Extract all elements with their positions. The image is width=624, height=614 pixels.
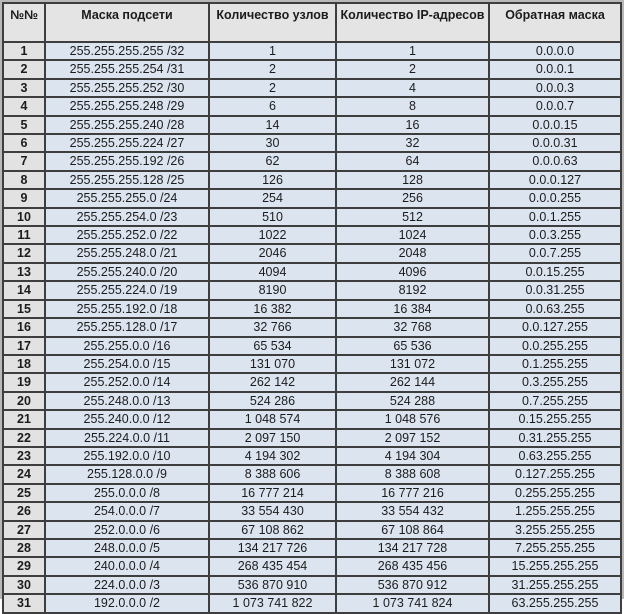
header-cell-inverse-mask: Обратная маска [489,3,621,42]
header-row [3,3,621,42]
subnet-mask-cell: 255.255.252.0 /22 [45,226,209,244]
row-number-cell: 17 [3,337,45,355]
host-count-cell: 131 070 [209,355,336,373]
ip-count-cell: 16 [336,116,489,134]
table-row [3,97,621,115]
subnet-mask-cell: 255.240.0.0 /12 [45,410,209,428]
subnet-mask-cell: 255.255.255.128 /25 [45,171,209,189]
ip-count-cell: 268 435 456 [336,557,489,575]
table-row [3,300,621,318]
inverse-mask-cell: 1.255.255.255 [489,502,621,520]
host-count-cell: 254 [209,189,336,207]
ip-count-cell: 8 [336,97,489,115]
table-row [3,171,621,189]
host-count-cell: 134 217 726 [209,539,336,557]
host-count-cell: 536 870 910 [209,576,336,594]
row-number-cell: 23 [3,447,45,465]
row-number-cell: 13 [3,263,45,281]
ip-count-cell: 128 [336,171,489,189]
table-row [3,502,621,520]
ip-count-cell: 134 217 728 [336,539,489,557]
host-count-cell: 2 [209,79,336,97]
subnet-mask-cell: 255.255.248.0 /21 [45,244,209,262]
ip-count-cell: 16 777 216 [336,484,489,502]
host-count-cell: 2 [209,60,336,78]
host-count-cell: 67 108 862 [209,521,336,539]
subnet-mask-cell: 254.0.0.0 /7 [45,502,209,520]
inverse-mask-cell: 0.0.3.255 [489,226,621,244]
row-number-cell: 21 [3,410,45,428]
host-count-cell: 1 073 741 822 [209,594,336,612]
subnet-mask-cell: 255.254.0.0 /15 [45,355,209,373]
row-number-cell: 10 [3,208,45,226]
host-count-cell: 1022 [209,226,336,244]
ip-count-cell: 4 194 304 [336,447,489,465]
host-count-cell: 126 [209,171,336,189]
inverse-mask-cell: 0.0.0.1 [489,60,621,78]
table-row [3,447,621,465]
row-number-cell: 9 [3,189,45,207]
subnet-mask-cell: 240.0.0.0 /4 [45,557,209,575]
ip-count-cell: 512 [336,208,489,226]
table-row [3,355,621,373]
host-count-cell: 4094 [209,263,336,281]
subnet-mask-cell: 255.248.0.0 /13 [45,392,209,410]
row-number-cell: 11 [3,226,45,244]
subnet-mask-cell: 255.255.255.192 /26 [45,152,209,170]
ip-count-cell: 32 [336,134,489,152]
inverse-mask-cell: 0.3.255.255 [489,373,621,391]
host-count-cell: 32 766 [209,318,336,336]
table-row [3,392,621,410]
table-row [3,410,621,428]
row-number-cell: 15 [3,300,45,318]
inverse-mask-cell: 0.0.127.255 [489,318,621,336]
table-row [3,208,621,226]
host-count-cell: 262 142 [209,373,336,391]
inverse-mask-cell: 15.255.255.255 [489,557,621,575]
inverse-mask-cell: 0.0.15.255 [489,263,621,281]
subnet-mask-cell: 255.255.0.0 /16 [45,337,209,355]
row-number-cell: 20 [3,392,45,410]
table-row [3,134,621,152]
table-row [3,429,621,447]
header-cell-ip-count: Количество IP-адресов [336,3,489,42]
table-row [3,244,621,262]
table-row [3,373,621,391]
subnet-mask-cell: 255.128.0.0 /9 [45,465,209,483]
subnet-mask-cell: 255.255.255.248 /29 [45,97,209,115]
ip-count-cell: 2048 [336,244,489,262]
inverse-mask-cell: 0.0.31.255 [489,281,621,299]
row-number-cell: 12 [3,244,45,262]
inverse-mask-cell: 0.0.0.7 [489,97,621,115]
host-count-cell: 1 [209,42,336,60]
inverse-mask-cell: 0.1.255.255 [489,355,621,373]
table-row [3,116,621,134]
row-number-cell: 30 [3,576,45,594]
ip-count-cell: 2 [336,60,489,78]
inverse-mask-cell: 0.0.0.15 [489,116,621,134]
row-number-cell: 16 [3,318,45,336]
subnet-mask-cell: 252.0.0.0 /6 [45,521,209,539]
subnet-mask-cell: 192.0.0.0 /2 [45,594,209,612]
inverse-mask-cell: 0.0.255.255 [489,337,621,355]
ip-count-cell: 1 073 741 824 [336,594,489,612]
subnet-mask-cell: 255.255.255.240 /28 [45,116,209,134]
ip-count-cell: 2 097 152 [336,429,489,447]
ip-count-cell: 64 [336,152,489,170]
row-number-cell: 2 [3,60,45,78]
ip-count-cell: 1 [336,42,489,60]
host-count-cell: 510 [209,208,336,226]
host-count-cell: 4 194 302 [209,447,336,465]
inverse-mask-cell: 3.255.255.255 [489,521,621,539]
row-number-cell: 19 [3,373,45,391]
inverse-mask-cell: 7.255.255.255 [489,539,621,557]
row-number-cell: 3 [3,79,45,97]
host-count-cell: 268 435 454 [209,557,336,575]
host-count-cell: 16 382 [209,300,336,318]
host-count-cell: 62 [209,152,336,170]
host-count-cell: 30 [209,134,336,152]
ip-count-cell: 1024 [336,226,489,244]
ip-count-cell: 131 072 [336,355,489,373]
subnet-mask-cell: 255.255.192.0 /18 [45,300,209,318]
row-number-cell: 7 [3,152,45,170]
table-body [3,42,621,613]
table-row [3,152,621,170]
table-row [3,318,621,336]
row-number-cell: 28 [3,539,45,557]
table-row [3,539,621,557]
ip-count-cell: 536 870 912 [336,576,489,594]
ip-count-cell: 256 [336,189,489,207]
ip-count-cell: 4096 [336,263,489,281]
table-row [3,189,621,207]
ip-count-cell: 262 144 [336,373,489,391]
row-number-cell: 29 [3,557,45,575]
ip-count-cell: 67 108 864 [336,521,489,539]
table-row [3,521,621,539]
subnet-mask-cell: 255.255.255.255 /32 [45,42,209,60]
ip-count-cell: 65 536 [336,337,489,355]
inverse-mask-cell: 0.7.255.255 [489,392,621,410]
row-number-cell: 25 [3,484,45,502]
table-row [3,42,621,60]
inverse-mask-cell: 0.0.0.255 [489,189,621,207]
host-count-cell: 524 286 [209,392,336,410]
subnet-mask-cell: 255.255.255.0 /24 [45,189,209,207]
inverse-mask-cell: 31.255.255.255 [489,576,621,594]
row-number-cell: 4 [3,97,45,115]
inverse-mask-cell: 0.0.0.63 [489,152,621,170]
row-number-cell: 6 [3,134,45,152]
header-cell-host-count: Количество узлов [209,3,336,42]
inverse-mask-cell: 0.255.255.255 [489,484,621,502]
ip-count-cell: 1 048 576 [336,410,489,428]
row-number-cell: 14 [3,281,45,299]
row-number-cell: 24 [3,465,45,483]
table-row [3,226,621,244]
inverse-mask-cell: 0.0.0.31 [489,134,621,152]
host-count-cell: 8 388 606 [209,465,336,483]
ip-count-cell: 33 554 432 [336,502,489,520]
subnet-mask-cell: 255.224.0.0 /11 [45,429,209,447]
host-count-cell: 16 777 214 [209,484,336,502]
ip-count-cell: 524 288 [336,392,489,410]
row-number-cell: 18 [3,355,45,373]
host-count-cell: 1 048 574 [209,410,336,428]
table-row [3,79,621,97]
row-number-cell: 27 [3,521,45,539]
ip-count-cell: 16 384 [336,300,489,318]
inverse-mask-cell: 0.0.0.0 [489,42,621,60]
subnet-mask-cell: 255.255.240.0 /20 [45,263,209,281]
table-header [3,3,621,42]
row-number-cell: 8 [3,171,45,189]
ip-count-cell: 4 [336,79,489,97]
inverse-mask-cell: 0.0.0.3 [489,79,621,97]
table-row [3,337,621,355]
ip-count-cell: 8192 [336,281,489,299]
host-count-cell: 14 [209,116,336,134]
subnet-mask-cell: 255.0.0.0 /8 [45,484,209,502]
table-row [3,557,621,575]
header-cell-number: №№ [3,3,45,42]
table-row [3,263,621,281]
subnet-mask-cell: 248.0.0.0 /5 [45,539,209,557]
inverse-mask-cell: 0.15.255.255 [489,410,621,428]
table-row [3,594,621,612]
subnet-mask-cell: 255.255.224.0 /19 [45,281,209,299]
host-count-cell: 2 097 150 [209,429,336,447]
table-row [3,281,621,299]
host-count-cell: 33 554 430 [209,502,336,520]
ip-count-cell: 8 388 608 [336,465,489,483]
inverse-mask-cell: 0.31.255.255 [489,429,621,447]
subnet-mask-cell: 224.0.0.0 /3 [45,576,209,594]
subnet-mask-cell: 255.255.128.0 /17 [45,318,209,336]
subnet-mask-cell: 255.252.0.0 /14 [45,373,209,391]
row-number-cell: 5 [3,116,45,134]
header-cell-subnet-mask: Маска подсети [45,3,209,42]
host-count-cell: 65 534 [209,337,336,355]
table-row [3,465,621,483]
host-count-cell: 8190 [209,281,336,299]
host-count-cell: 6 [209,97,336,115]
subnet-mask-cell: 255.192.0.0 /10 [45,447,209,465]
table-row [3,576,621,594]
subnet-mask-cell: 255.255.255.254 /31 [45,60,209,78]
inverse-mask-cell: 0.63.255.255 [489,447,621,465]
inverse-mask-cell: 0.0.0.127 [489,171,621,189]
row-number-cell: 22 [3,429,45,447]
row-number-cell: 26 [3,502,45,520]
ip-count-cell: 32 768 [336,318,489,336]
inverse-mask-cell: 0.0.7.255 [489,244,621,262]
row-number-cell: 31 [3,594,45,612]
inverse-mask-cell: 0.0.1.255 [489,208,621,226]
table-row [3,60,621,78]
subnet-mask-cell: 255.255.255.252 /30 [45,79,209,97]
subnet-mask-cell: 255.255.255.224 /27 [45,134,209,152]
subnet-mask-cell: 255.255.254.0 /23 [45,208,209,226]
inverse-mask-cell: 0.0.63.255 [489,300,621,318]
subnet-mask-table [2,2,622,614]
inverse-mask-cell: 63.255.255.255 [489,594,621,612]
inverse-mask-cell: 0.127.255.255 [489,465,621,483]
table-row [3,484,621,502]
host-count-cell: 2046 [209,244,336,262]
row-number-cell: 1 [3,42,45,60]
